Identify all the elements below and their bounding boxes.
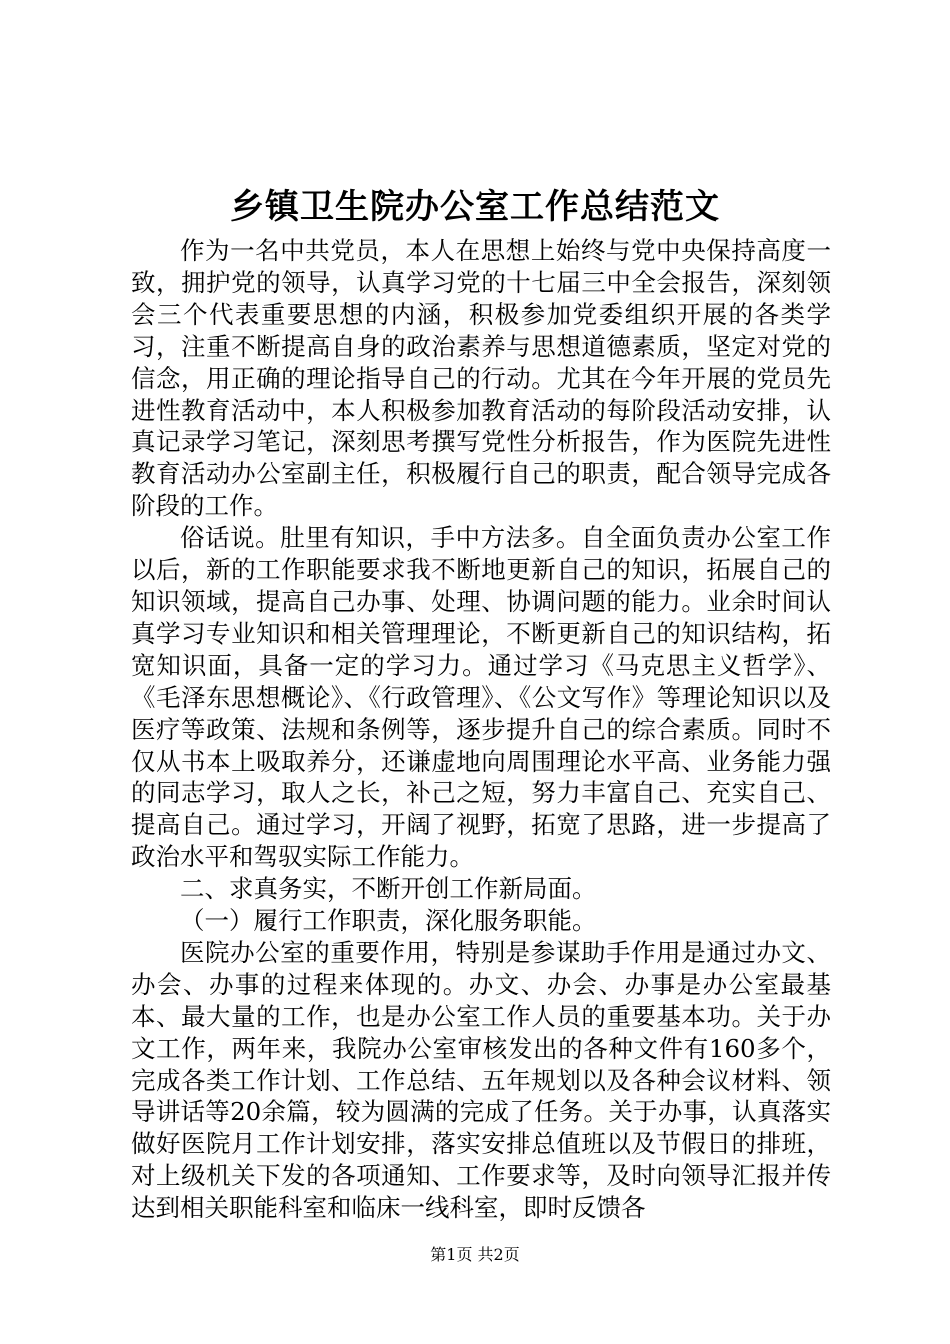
subsection-heading-1: （一）履行工作职责，深化服务职能。 bbox=[180, 906, 597, 936]
paragraph-learning: 俗话说。肚里有知识，手中方法多。自全面负责办公室工作以后，新的工作职能要求我不断地更新自己的知识，拓展自己的知识领域，提高自己办事、处理、协调问题的能力。业余时间认真学习专业知识和相关管理理论，不断更新自己的知识结构，拓宽知识面，具备一定的学习力。通过学习《马克思主义哲学》、《毛泽东思想概论》、《行政管理》、《公文写作》等理论知识以及医疗等政策、法规和条例等，逐步提升自己的综合素质。同时不仅从书本上吸取养分，还谦虚地向周围理论水平高、业务能力强的同志学习，取人之长，补己之短，努力丰富自己、充实自己、提高自己。通过学习，开阔了视野，拓宽了思路，进一步提高了政治水平和驾驭实际工作能力。 bbox=[131, 523, 831, 872]
section-heading-2: 二、求真务实，不断开创工作新局面。 bbox=[180, 874, 597, 904]
document-body bbox=[131, 235, 831, 1224]
paragraph-office-role: 医院办公室的重要作用，特别是参谋助手作用是通过办文、办会、办事的过程来体现的。办文、办会、办事是办公室最基本、最大量的工作，也是办公室工作人员的重要基本功。关于办文工作，两年来，我院办公室审核发出的各种文件有160多个，完成各类工作计划、工作总结、五年规划以及各种会议材料、领导讲话等20余篇，较为圆满的完成了任务。关于办事，认真落实做好医院月工作计划安排，落实安排总值班以及节假日的排班，对上级机关下发的各项通知、工作要求等，及时向领导汇报并传达到相关职能科室和临床一线科室，即时反馈各 bbox=[131, 937, 831, 1223]
page-footer: 第1页 共2页 bbox=[430, 1245, 520, 1264]
paragraph-party-member: 作为一名中共党员，本人在思想上始终与党中央保持高度一致，拥护党的领导，认真学习党的十七届三中全会报告，深刻领会三个代表重要思想的内涵，积极参加党委组织开展的各类学习，注重不断提高自身的政治素养与思想道德素质，坚定对党的信念，用正确的理论指导自己的行动。尤其在今年开展的党员先进性教育活动中，本人积极参加教育活动的每阶段活动安排，认真记录学习笔记，深刻思考撰写党性分析报告，作为医院先进性教育活动办公室副主任，积极履行自己的职责，配合领导完成各阶段的工作。 bbox=[131, 236, 831, 521]
document-title: 乡镇卫生院办公室工作总结范文 bbox=[230, 187, 720, 227]
